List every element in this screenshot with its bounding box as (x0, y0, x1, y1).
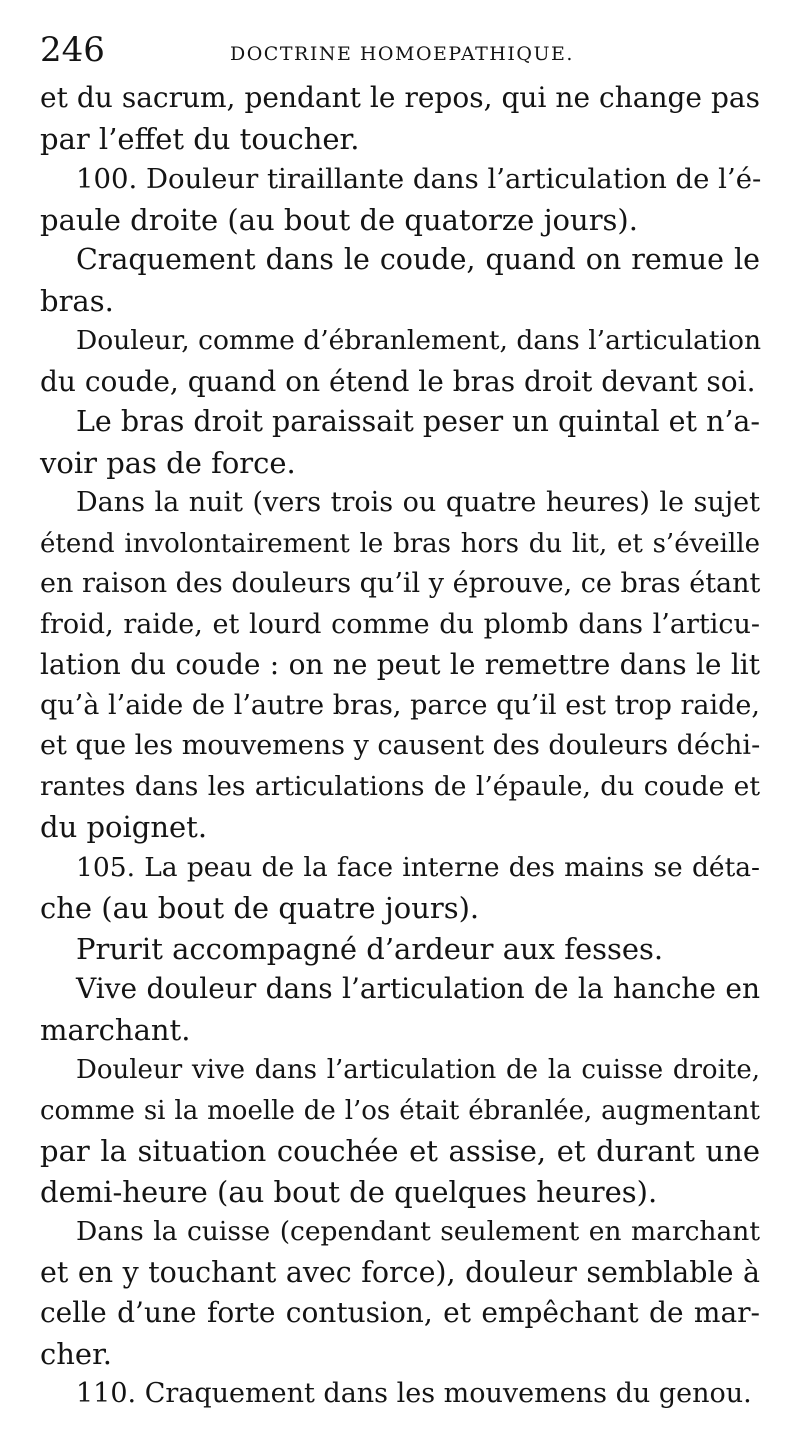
text-line: 105. La peau de la face interne des mains se déta- (76, 851, 760, 883)
text-line: Craquement dans le coude, quand on remue le (76, 243, 760, 276)
text-line: Prurit accompagné d’ardeur aux fesses. (76, 931, 664, 966)
text-line: par l’effet du toucher. (40, 121, 360, 156)
text-line: étend involontairement le bras hors du lit, et s’éveille (40, 528, 760, 559)
text-line: bras. (40, 283, 114, 318)
text-line: rantes dans les articulations de l’épaule, du coude et (40, 770, 760, 802)
text-line: Dans la cuisse (cependant seulement en marchant (76, 1216, 760, 1247)
text-line: du coude, quand on étend le bras droit devant soi. (40, 364, 756, 398)
text-line: Dans la nuit (vers trois ou quatre heures) le sujet (76, 487, 760, 518)
text-line: et en y touchant avec force), douleur semblable à (40, 1255, 760, 1289)
running-head: DOCTRINE HOMOEPATHIQUE. (230, 43, 574, 65)
text-line: 100. Douleur tiraillante dans l’articulation de l’é- (76, 163, 762, 195)
text-line: paule droite (au bout de quatorze jours). (40, 202, 638, 237)
text-line: par la situation couchée et assise, et durant une (40, 1134, 760, 1168)
text-line: 110. Craquement dans les mouvemens du genou. (76, 1378, 752, 1409)
text-line: et que les mouvemens y causent des douleurs déchi- (40, 730, 761, 761)
text-line: Vive douleur dans l’articulation de la hanche en (76, 972, 760, 1005)
page-number: 246 (40, 30, 105, 70)
text-line: demi-heure (au bout de quelques heures). (40, 1174, 658, 1209)
text-line: lation du coude : on ne peut le remettre dans le lit (40, 648, 760, 681)
text-line: voir pas de force. (40, 445, 296, 480)
text-line: marchant. (40, 1012, 191, 1047)
text-line: comme si la moelle de l’os était ébranlée, augmentant (40, 1095, 760, 1126)
text-line: du poignet. (40, 810, 208, 844)
text-line: che (au bout de quatre jours). (40, 891, 480, 925)
text-line: en raison des douleurs qu’il y éprouve, ce bras étant (40, 568, 761, 599)
text-line: et du sacrum, pendant le repos, qui ne change pas (40, 81, 760, 114)
text-line: cher. (40, 1336, 112, 1371)
text-line: celle d’une forte contusion, et empêchant de mar- (40, 1296, 760, 1329)
text-line: froid, raide, et lourd comme du plomb dans l’articu- (40, 608, 760, 640)
page-header (0, 30, 800, 70)
text-line: Douleur, comme d’ébranlement, dans l’articulation (76, 325, 762, 356)
text-line: Douleur vive dans l’articulation de la cuisse droite, (76, 1055, 760, 1085)
text-line: qu’à l’aide de l’autre bras, parce qu’il est trop raide, (40, 689, 760, 721)
body-text (40, 78, 760, 1415)
text-line: Le bras droit paraissait peser un quintal et n’a- (76, 405, 761, 438)
